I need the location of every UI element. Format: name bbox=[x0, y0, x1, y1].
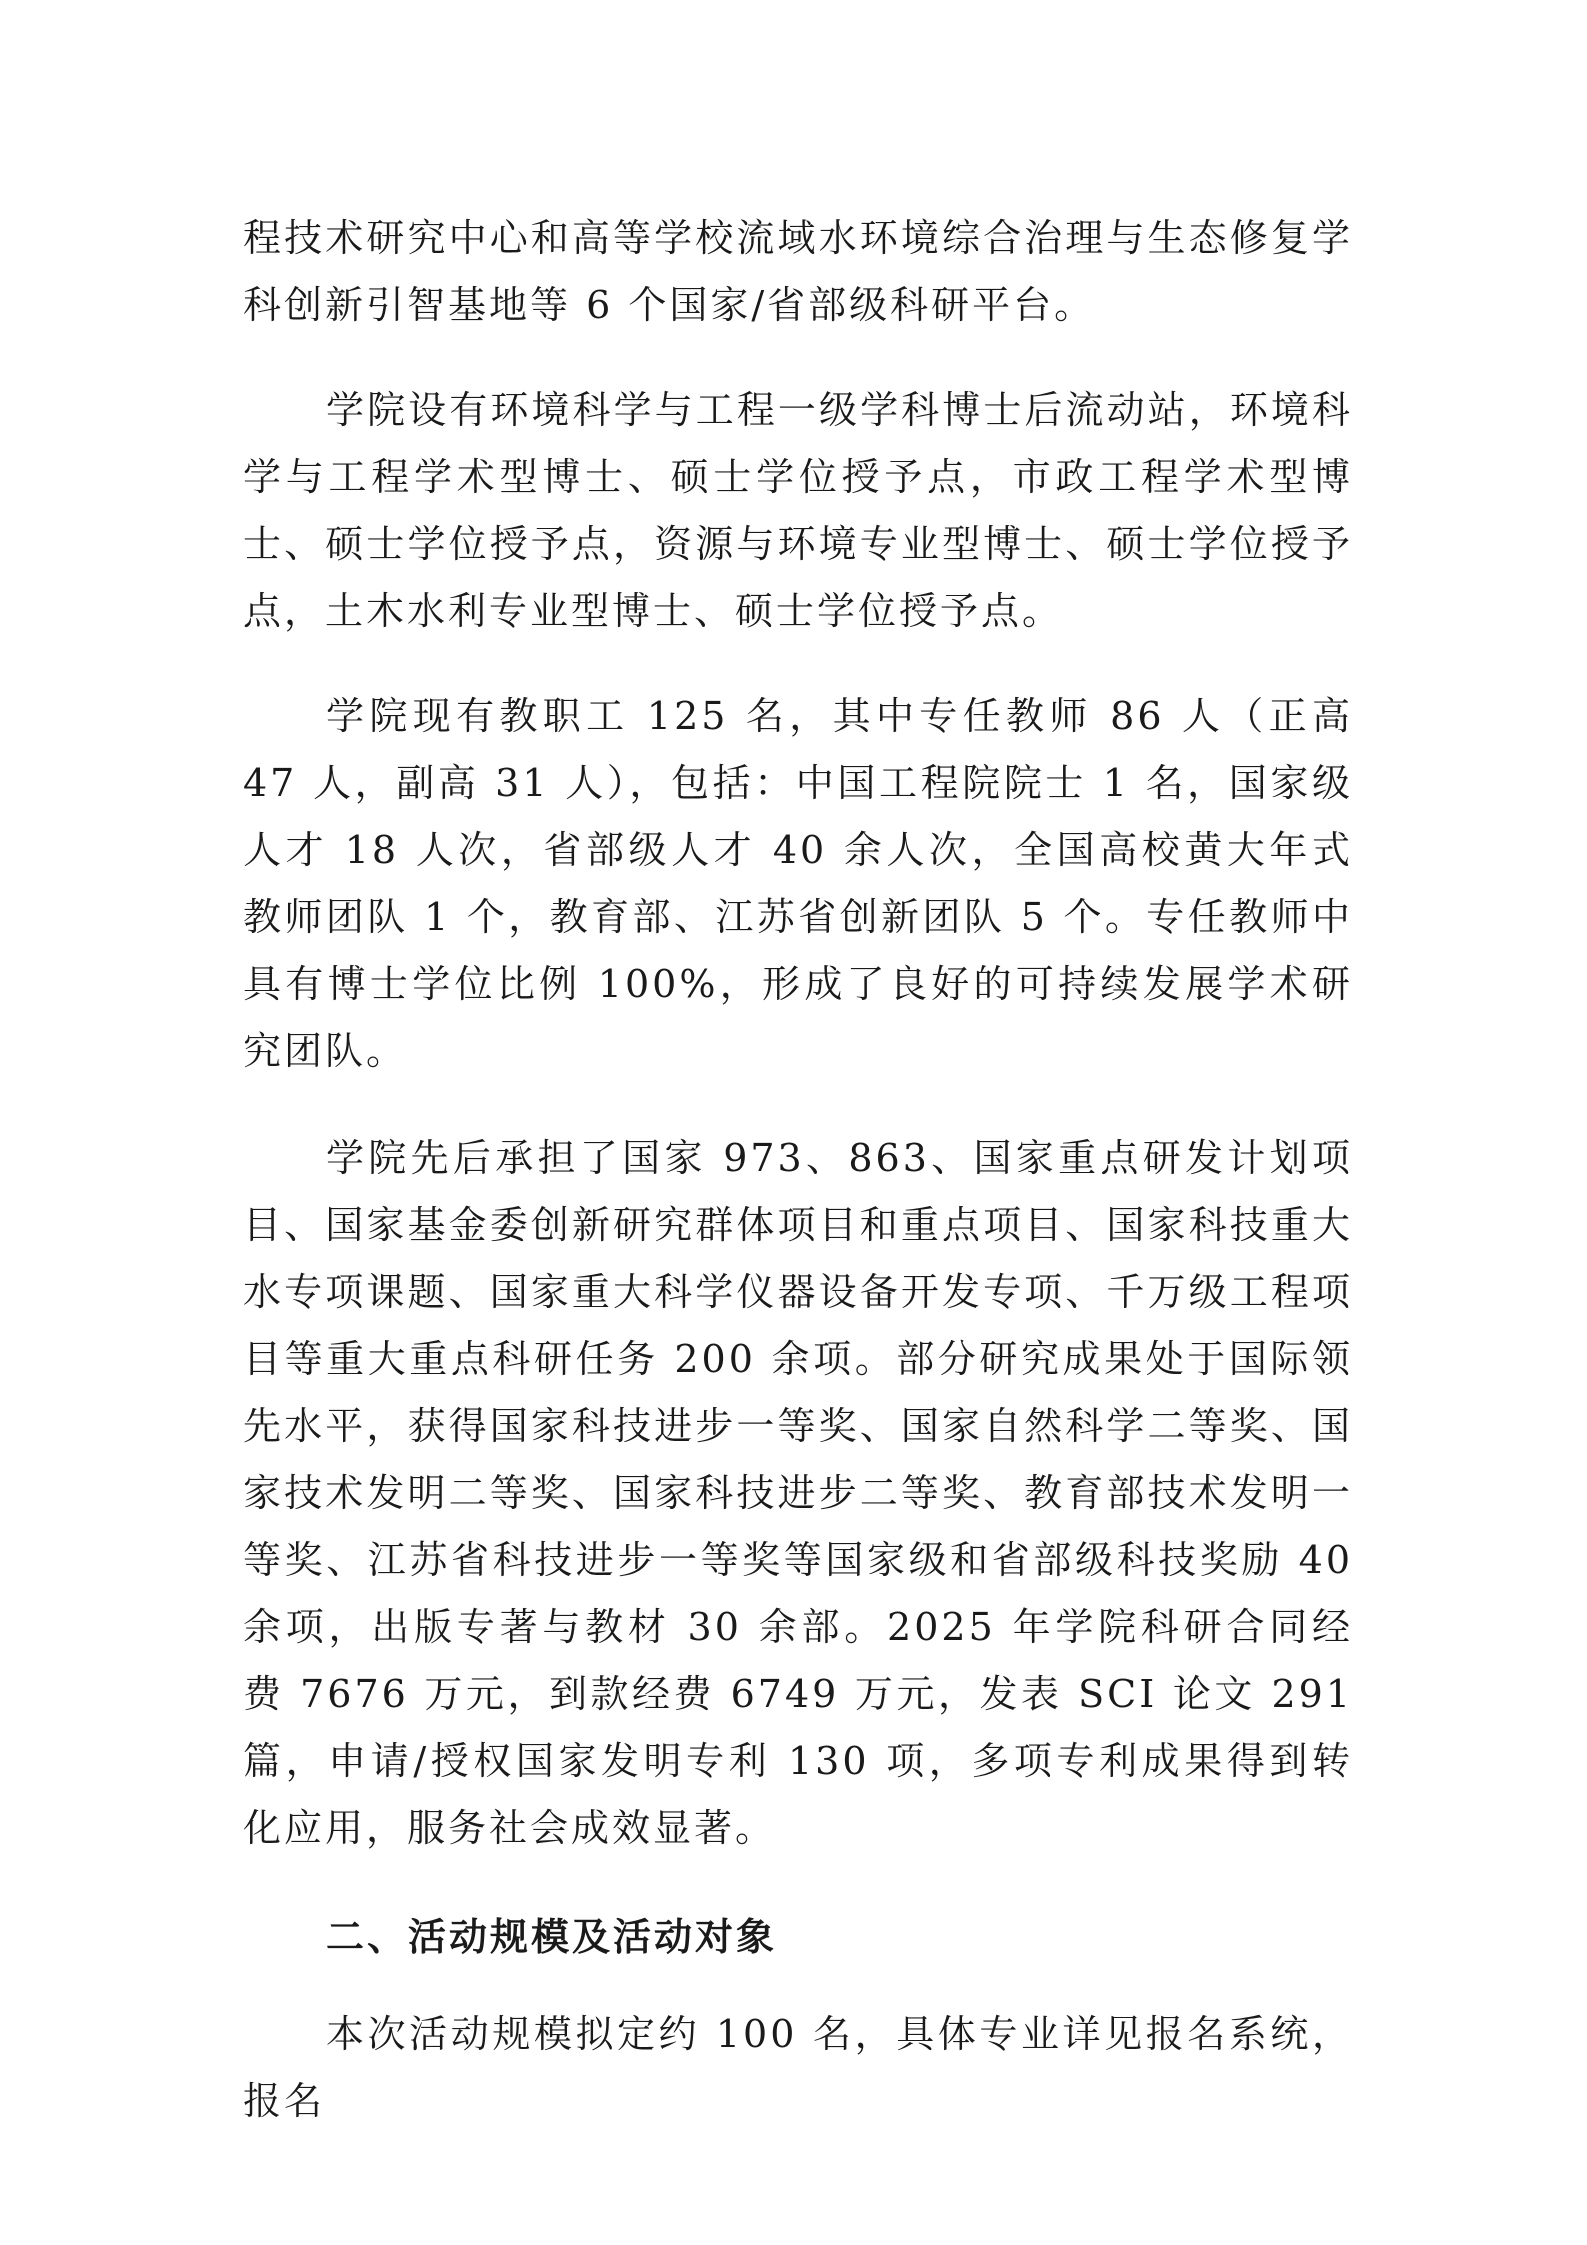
section-heading: 二、活动规模及活动对象 bbox=[326, 1915, 778, 1959]
paragraph-platforms-continued: 程技术研究中心和高等学校流域水环境综合治理与生态修复学科创新引智基地等 6 个国家/省部级科研平台。 bbox=[243, 216, 1353, 327]
document-body bbox=[243, 205, 1353, 2135]
paragraph-faculty: 学院现有教职工 125 名，其中专任教师 86 人（正高 47 人，副高 31 人），包括：中国工程院院士 1 名，国家级人才 18 人次，省部级人才 40 余人次，全国高校黄大年式教师团队 1 个，教育部、江苏省创新团队 5 个。专任教师中具有博士学位比例 100%，形成了良好的可持续发展学术研究团队。 bbox=[243, 694, 1353, 1073]
paragraph-activity-scale: 本次活动规模拟定约 100 名，具体专业详见报名系统，报名 bbox=[243, 2012, 1353, 2123]
paragraph-degree-programs: 学院设有环境科学与工程一级学科博士后流动站，环境科学与工程学术型博士、硕士学位授予点，市政工程学术型博士、硕士学位授予点，资源与环境专业型博士、硕士学位授予点，土木水利专业型博士、硕士学位授予点。 bbox=[243, 388, 1353, 633]
paragraph-research-achievements: 学院先后承担了国家 973、863、国家重点研发计划项目、国家基金委创新研究群体项目和重点项目、国家科技重大水专项课题、国家重大科学仪器设备开发专项、千万级工程项目等重大重点科研任务 200 余项。部分研究成果处于国际领先水平，获得国家科技进步一等奖、国家自然科学二等奖、国家技术发明二等奖、国家科技进步二等奖、教育部技术发明一等奖、江苏省科技进步一等奖等国家级和省部级科技奖励 40 余项，出版专著与教材 30 余部。2025 年学院科研合同经费 7676 万元，到款经费 6749 万元，发表 SCI 论文 291 篇，申请/授权国家发明专利 130 项，多项专利成果得到转化应用，服务社会成效显著。 bbox=[243, 1136, 1353, 1850]
